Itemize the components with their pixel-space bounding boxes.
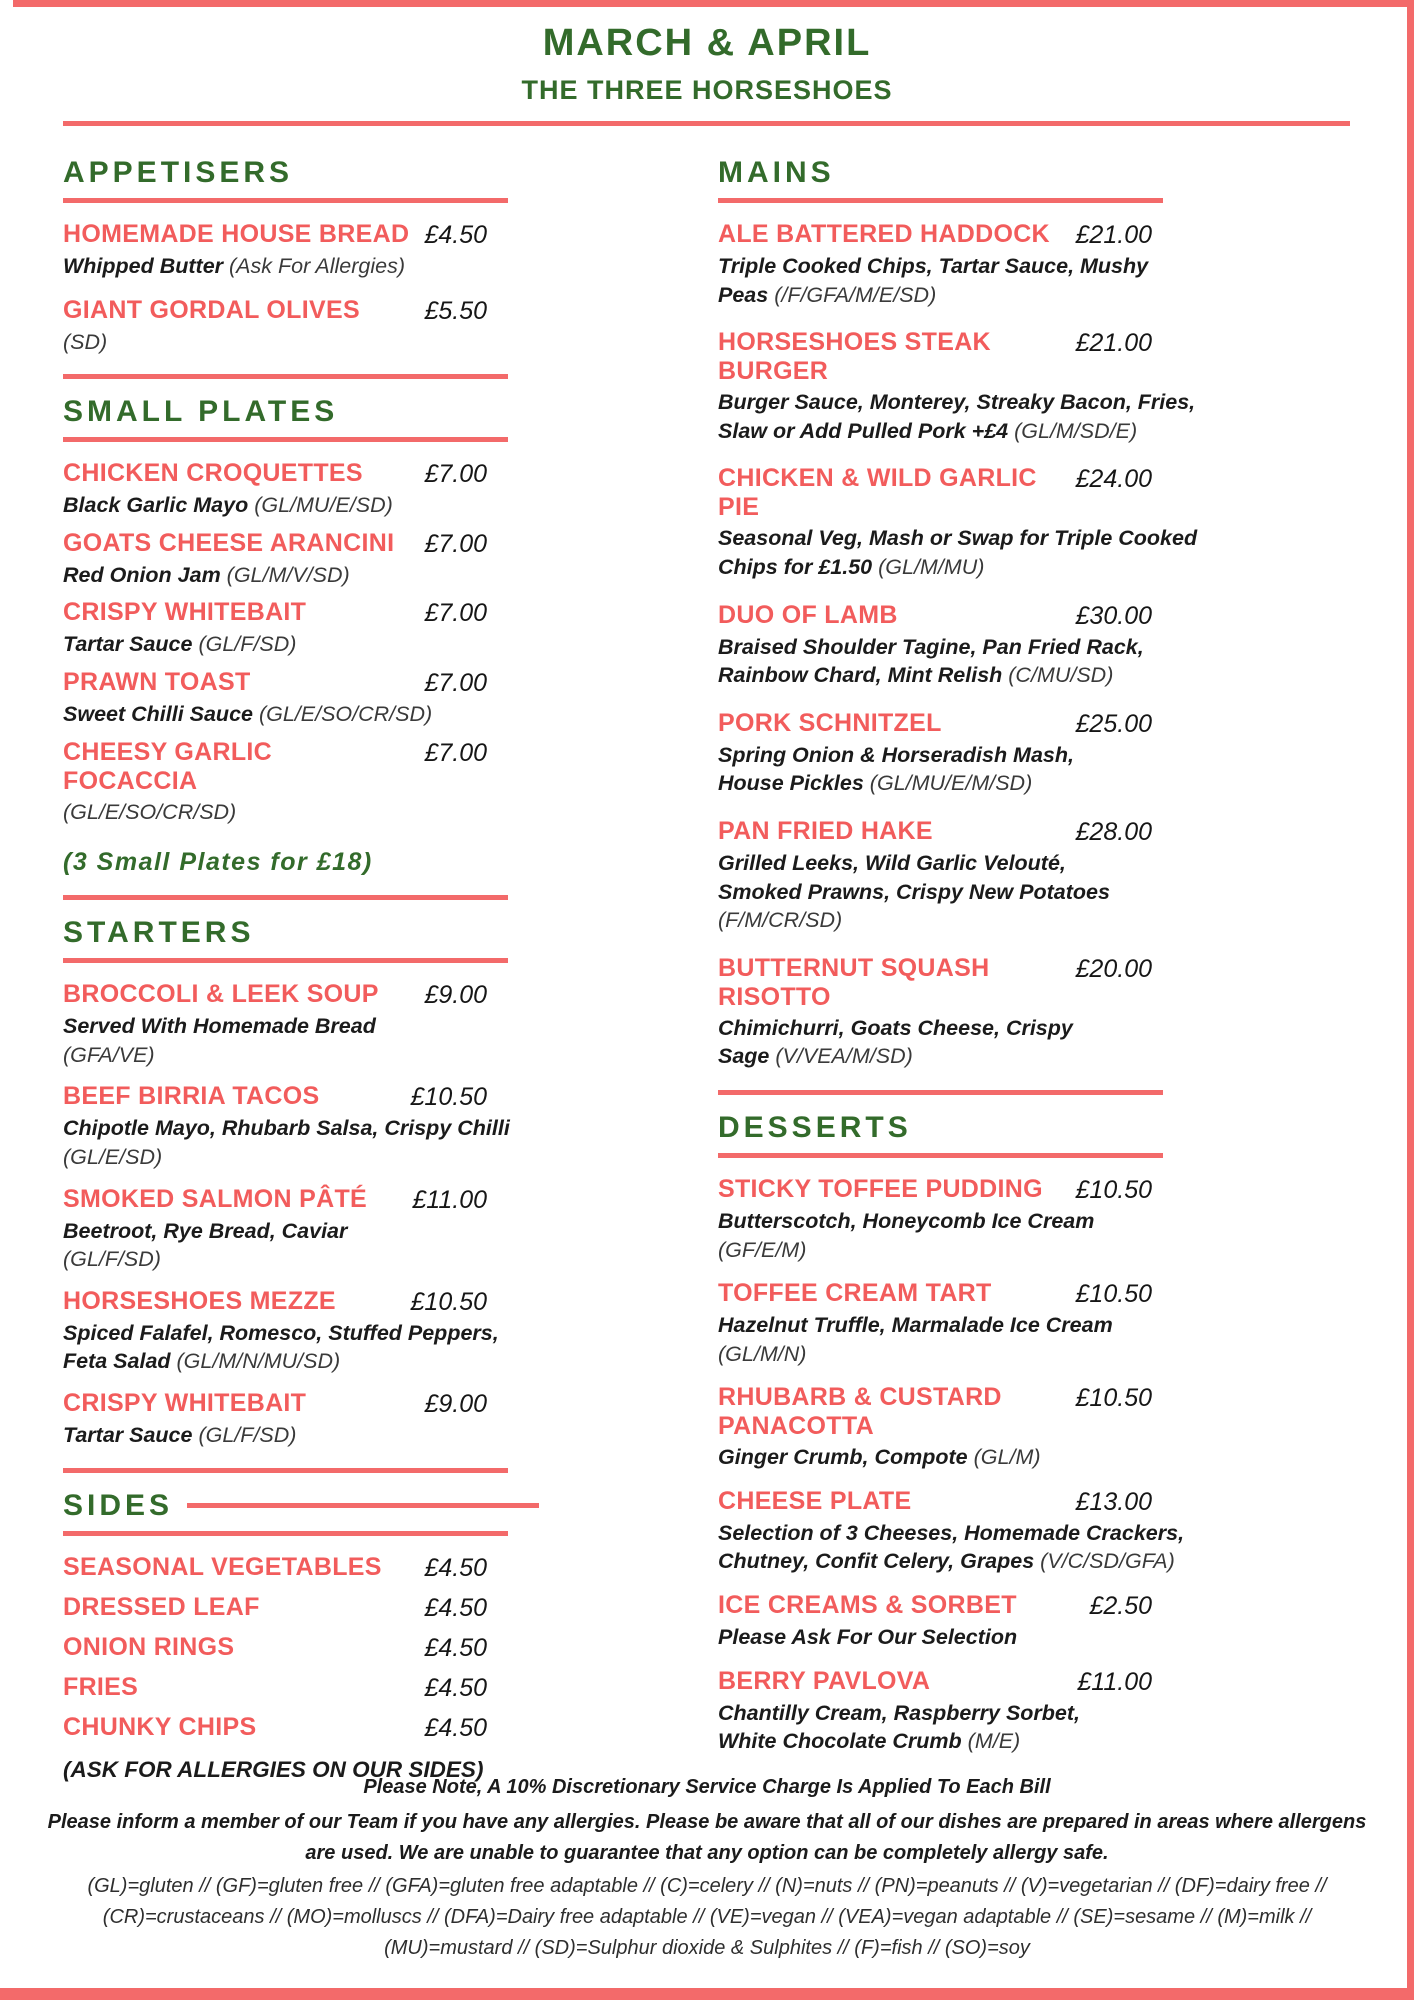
- menu-item-header: [718, 1279, 1152, 1309]
- menu-item: [63, 1673, 623, 1703]
- menu-item: [63, 738, 623, 827]
- item-name: GIANT GORDAL OLIVES: [63, 295, 360, 324]
- item-price: £24.00: [1075, 465, 1152, 494]
- item-description: [718, 1311, 1348, 1368]
- menu-item-header: [718, 220, 1152, 250]
- item-allergens: (GL/M/SD/E): [1014, 418, 1138, 443]
- item-name: TOFFEE CREAM TART: [718, 1279, 992, 1308]
- item-name: PORK SCHNITZEL: [718, 708, 942, 737]
- section-heading-row: [718, 156, 1194, 189]
- menu-item: [63, 1593, 623, 1623]
- allergy-notice: Please inform a member of our Team if you have any allergies. Please be aware that all of our dishes are prepared in areas where allergens are used. We are unable to guarantee that any option can be completely allergy safe.: [47, 1811, 1367, 1864]
- item-name: BUTTERNUT SQUASH RISOTTO: [718, 953, 990, 1011]
- menu-item-header: [63, 1287, 487, 1317]
- menu-title: MARCH & APRIL: [542, 22, 872, 64]
- item-name: FRIES: [63, 1672, 139, 1701]
- item-name: BROCCOLI & LEEK SOUP: [63, 980, 379, 1009]
- item-garnish: Black Garlic Mayo: [63, 493, 255, 518]
- item-description: [718, 252, 1348, 309]
- menu-item: [63, 1287, 623, 1376]
- menu-item: [63, 459, 623, 520]
- item-garnish: Please Ask For Our Selection: [718, 1625, 1018, 1650]
- item-description: [718, 849, 1348, 935]
- item-name: GOATS CHEESE ARANCINI: [63, 528, 395, 557]
- item-price: £21.00: [1075, 221, 1152, 249]
- menu-item-header: [718, 1175, 1152, 1205]
- item-price: £10.50: [410, 1287, 487, 1316]
- menu-item-header: [718, 709, 1152, 739]
- item-description: [63, 1217, 623, 1274]
- menu-item: [718, 1667, 1348, 1756]
- item-garnish: Seasonal Veg, Mash or Swap for Triple Cooked: [718, 526, 1198, 551]
- section-heading-row: [63, 395, 539, 428]
- item-allergens: (V/VEA/M/SD): [775, 1044, 913, 1069]
- page-border-right: [1407, 0, 1414, 2000]
- item-garnish: Chimichurri, Goats Cheese, Crispy: [718, 1015, 1073, 1040]
- item-garnish: Selection of 3 Cheeses, Homemade Crackers,: [718, 1520, 1185, 1545]
- menu-item: [63, 598, 623, 659]
- heading-underline: [718, 1153, 1163, 1158]
- menu-column-right: [718, 156, 1348, 1774]
- menu-item: [718, 1279, 1348, 1368]
- menu-item: [63, 980, 623, 1069]
- menu-item: [63, 296, 623, 357]
- menu-item: [63, 1633, 623, 1663]
- menu-item-header: [63, 1633, 487, 1663]
- section-heading-row: [63, 916, 539, 949]
- item-price: £4.50: [424, 221, 487, 249]
- item-name: ONION RINGS: [63, 1632, 235, 1661]
- item-name: PRAWN TOAST: [63, 667, 251, 696]
- item-garnish: Chips for £1.50: [718, 554, 879, 579]
- item-price: £4.50: [424, 1593, 487, 1622]
- item-allergens: (Ask For Allergies): [229, 254, 406, 278]
- item-allergens: (GL/F/SD): [63, 1247, 161, 1272]
- page-border-top: [13, 0, 1414, 7]
- menu-item-header: [63, 980, 487, 1010]
- menu-item: [63, 1082, 623, 1171]
- item-name: BERRY PAVLOVA: [718, 1666, 931, 1695]
- menu-item: [718, 1591, 1348, 1652]
- item-garnish: Sage: [718, 1044, 776, 1069]
- item-allergens: (GL/M): [973, 1445, 1041, 1470]
- menu-item: [63, 1389, 623, 1450]
- item-garnish: Tartar Sauce: [63, 1422, 199, 1447]
- item-allergens: (GL/M/V/SD): [226, 562, 350, 587]
- item-price: £30.00: [1075, 601, 1152, 630]
- item-garnish: White Chocolate Crumb: [718, 1729, 968, 1754]
- item-price: £25.00: [1075, 709, 1152, 738]
- item-garnish: Beetroot, Rye Bread, Caviar: [63, 1218, 348, 1243]
- menu-column-left: [63, 156, 623, 1801]
- item-garnish: Sweet Chilli Sauce: [63, 701, 259, 726]
- item-garnish: Braised Shoulder Tagine, Pan Fried Rack,: [718, 634, 1144, 659]
- item-description: [718, 741, 1348, 798]
- item-allergens: (GF/E/M): [718, 1237, 807, 1262]
- item-allergens: (F/M/CR/SD): [718, 908, 843, 933]
- item-name: CHUNKY CHIPS: [63, 1712, 257, 1741]
- item-description: [63, 328, 623, 357]
- item-name: STICKY TOFFEE PUDDING: [718, 1174, 1043, 1203]
- menu-item-header: [718, 1383, 1152, 1441]
- item-price: £4.50: [424, 1633, 487, 1662]
- item-allergens: (V/C/SD/GFA): [1040, 1549, 1175, 1574]
- menu-item: [63, 529, 623, 590]
- item-description: [718, 1699, 1348, 1756]
- menu-header: [0, 0, 1414, 106]
- item-allergens: (GL/E/SO/CR/SD): [258, 701, 433, 726]
- item-allergens: (GL/M/MU): [878, 554, 985, 579]
- heading-underline: [63, 198, 508, 203]
- item-price: £2.50: [1089, 1592, 1152, 1621]
- menu-item-header: [63, 296, 487, 326]
- item-allergens: (GL/M/N): [718, 1341, 807, 1366]
- item-description: [63, 1421, 623, 1450]
- menu-item-header: [63, 1593, 487, 1623]
- item-name: DUO OF LAMB: [718, 600, 898, 629]
- item-garnish: Chantilly Cream, Raspberry Sorbet,: [718, 1700, 1081, 1725]
- heading-underline: [63, 958, 508, 963]
- item-garnish: Burger Sauce, Monterey, Streaky Bacon, Fries,: [718, 390, 1196, 415]
- item-name: CHICKEN CROQUETTES: [63, 459, 363, 488]
- item-description: [63, 798, 623, 827]
- menu-item-header: [63, 1713, 487, 1743]
- item-price: £7.00: [424, 668, 487, 697]
- item-price: £10.50: [1075, 1175, 1152, 1204]
- item-description: [718, 1207, 1348, 1264]
- item-price: £4.50: [424, 1553, 487, 1582]
- item-garnish: Hazelnut Truffle, Marmalade Ice Cream: [718, 1313, 1113, 1338]
- item-price: £21.00: [1075, 329, 1152, 358]
- item-garnish: Chipotle Mayo, Rhubarb Salsa, Crispy Chilli: [63, 1116, 510, 1141]
- menu-item-header: [63, 598, 487, 628]
- item-garnish: Spring Onion & Horseradish Mash,: [718, 742, 1074, 767]
- item-description: [63, 700, 623, 729]
- item-garnish: Feta Salad: [63, 1349, 177, 1374]
- menu-section-starters: [63, 895, 623, 1449]
- item-name: PAN FRIED HAKE: [718, 816, 933, 845]
- page-border-bottom: [0, 1988, 1414, 2000]
- section-divider-line: [63, 1468, 508, 1473]
- menu-item-header: [63, 1185, 487, 1215]
- item-price: £13.00: [1075, 1487, 1152, 1516]
- header-divider: [63, 121, 1350, 126]
- item-description: [718, 1623, 1348, 1652]
- menu-item-header: [718, 1591, 1152, 1621]
- item-price: £7.00: [424, 738, 487, 767]
- item-price: £9.00: [424, 1389, 487, 1418]
- menu-item: [63, 1553, 623, 1583]
- menu-item: [718, 817, 1348, 935]
- item-name: CRISPY WHITEBAIT: [63, 598, 307, 627]
- section-heading: MAINS: [718, 156, 835, 189]
- item-description: [63, 1114, 623, 1171]
- item-garnish: Whipped Butter: [63, 254, 230, 278]
- item-allergens: (GL/F/SD): [198, 1422, 297, 1447]
- item-garnish: Grilled Leeks, Wild Garlic Velouté,: [718, 850, 1066, 875]
- item-description: [718, 633, 1348, 690]
- menu-item-header: [63, 668, 487, 698]
- menu-item-header: [718, 464, 1152, 522]
- item-description: [718, 388, 1348, 445]
- menu-section-desserts: [718, 1090, 1348, 1756]
- item-price: £10.50: [410, 1083, 487, 1112]
- section-heading-row: [63, 1489, 539, 1522]
- menu-item: [718, 220, 1348, 309]
- item-name: SEASONAL VEGETABLES: [63, 1552, 382, 1581]
- item-garnish: Served With Homemade Bread: [63, 1014, 376, 1039]
- item-price: £7.00: [424, 529, 487, 558]
- item-description: [63, 491, 623, 520]
- item-name: ALE BATTERED HADDOCK: [718, 220, 1050, 248]
- item-name: CHEESY GARLIC FOCACCIA: [63, 737, 273, 795]
- item-name: BEEF BIRRIA TACOS: [63, 1082, 320, 1111]
- section-heading: SMALL PLATES: [63, 395, 339, 429]
- item-allergens: (GL/E/SD): [63, 1144, 163, 1169]
- section-note: (3 Small Plates for £18): [63, 848, 373, 877]
- item-name: RHUBARB & CUSTARD PANACOTTA: [718, 1383, 1002, 1441]
- item-garnish: Spiced Falafel, Romesco, Stuffed Peppers,: [63, 1320, 499, 1345]
- item-allergens: (GL/M/N/MU/SD): [176, 1349, 341, 1374]
- section-heading-row: [718, 1111, 1194, 1144]
- item-price: £11.00: [412, 1185, 487, 1214]
- item-garnish: Ginger Crumb, Compote: [718, 1445, 974, 1470]
- menu-section-mains: [718, 156, 1348, 1071]
- menu-item: [718, 1487, 1348, 1576]
- restaurant-name: THE THREE HORSESHOES: [521, 75, 893, 105]
- item-description: [718, 524, 1348, 581]
- section-divider-line: [63, 895, 508, 900]
- menu-section-small-plates: [63, 374, 623, 877]
- menu-item: [718, 601, 1348, 690]
- item-price: £10.50: [1075, 1384, 1152, 1413]
- menu-item-header: [718, 328, 1152, 386]
- item-allergens: (GFA/VE): [63, 1042, 155, 1067]
- item-name: CHICKEN & WILD GARLIC PIE: [718, 464, 1037, 522]
- menu-item-header: [63, 459, 487, 489]
- item-garnish: House Pickles: [718, 771, 870, 796]
- menu-item-header: [63, 1389, 487, 1419]
- service-charge-note: Please Note, A 10% Discretionary Service Charge Is Applied To Each Bill: [363, 1776, 1051, 1798]
- item-description: [63, 1012, 623, 1069]
- menu-section-appetisers: [63, 156, 623, 356]
- section-note: (ASK FOR ALLERGIES ON OUR SIDES): [63, 1756, 484, 1782]
- item-garnish: Smoked Prawns, Crispy New Potatoes: [718, 879, 1110, 904]
- item-allergens: (C/MU/SD): [1008, 663, 1114, 688]
- section-divider-line: [718, 1090, 1163, 1095]
- menu-item: [63, 1185, 623, 1274]
- item-garnish: Peas: [718, 282, 775, 307]
- menu-item-header: [63, 1673, 487, 1703]
- menu-item: [63, 668, 623, 729]
- item-price: £4.50: [424, 1713, 487, 1742]
- item-name: SMOKED SALMON PÂTÉ: [63, 1184, 368, 1213]
- menu-item-header: [718, 1487, 1152, 1517]
- menu-item: [63, 1713, 623, 1743]
- item-description: [63, 252, 623, 281]
- item-description: [718, 1014, 1348, 1071]
- item-name: CRISPY WHITEBAIT: [63, 1388, 307, 1417]
- item-price: £9.00: [424, 981, 487, 1010]
- menu-item: [718, 464, 1348, 581]
- item-allergens: (GL/F/SD): [198, 632, 297, 657]
- item-price: £7.00: [424, 599, 487, 628]
- item-garnish: Tartar Sauce: [63, 632, 199, 657]
- allergen-key: (GL)=gluten // (GF)=gluten free // (GFA)=gluten free adaptable // (C)=celery // (N)=nuts // (PN)=peanuts // (V)=vegetarian // (DF)=dairy free // (CR)=crustaceans // (MO)=molluscs // (DFA)=Dairy free adaptable // (VE)=vegan // (VEA)=vegan adaptable // (SE)=sesame // (M)=milk // (MU)=mustard // (SD)=Sulphur dioxide & Sulphites // (F)=fish // (SO)=soy: [87, 1875, 1327, 1959]
- item-price: £7.00: [424, 460, 487, 489]
- item-allergens: (/F/GFA/M/E/SD): [774, 282, 937, 307]
- item-garnish: Butterscotch, Honeycomb Ice Cream: [718, 1208, 1095, 1233]
- item-allergens: (GL/MU/E/SD): [254, 493, 393, 518]
- menu-item-header: [718, 954, 1152, 1012]
- item-name: HOMEMADE HOUSE BREAD: [63, 220, 410, 248]
- item-garnish: Rainbow Chard, Mint Relish: [718, 663, 1009, 688]
- section-divider-line: [63, 374, 508, 379]
- section-heading: DESSERTS: [718, 1110, 912, 1144]
- section-heading: SIDES: [63, 1488, 174, 1522]
- item-allergens: (SD): [63, 329, 108, 354]
- menu-item-header: [718, 817, 1152, 847]
- item-name: ICE CREAMS & SORBET: [718, 1591, 1017, 1620]
- menu-section-sides: [63, 1468, 623, 1783]
- item-name: HORSESHOES MEZZE: [63, 1286, 336, 1315]
- item-garnish: Chutney, Confit Celery, Grapes: [718, 1549, 1041, 1574]
- menu-item-header: [63, 1553, 487, 1583]
- menu-item-header: [718, 601, 1152, 631]
- item-price: £10.50: [1075, 1280, 1152, 1309]
- item-allergens: (M/E): [967, 1729, 1021, 1754]
- footer: [0, 1772, 1414, 1964]
- item-description: [718, 1443, 1348, 1472]
- menu-item: [718, 709, 1348, 798]
- item-price: £20.00: [1075, 954, 1152, 983]
- heading-underline: [718, 198, 1163, 203]
- item-allergens: (GL/E/SO/CR/SD): [63, 799, 237, 824]
- menu-item-header: [63, 738, 487, 796]
- menu-item-header: [63, 1082, 487, 1112]
- item-price: £11.00: [1077, 1667, 1152, 1696]
- heading-underline: [63, 1531, 508, 1536]
- item-description: [63, 1319, 623, 1376]
- menu-item: [718, 328, 1348, 445]
- menu-item-header: [718, 1667, 1152, 1697]
- heading-tail-line: [187, 1503, 539, 1508]
- item-garnish: Red Onion Jam: [63, 562, 227, 587]
- menu-item-header: [63, 220, 487, 250]
- item-allergens: (GL/MU/E/M/SD): [869, 771, 1033, 796]
- section-heading-row: [63, 156, 539, 189]
- item-name: HORSESHOES STEAK BURGER: [718, 328, 991, 386]
- item-description: [63, 630, 623, 659]
- menu-item-header: [63, 529, 487, 559]
- menu-item: [718, 1175, 1348, 1264]
- menu-columns: [0, 156, 1414, 1801]
- menu-item: [718, 954, 1348, 1071]
- item-garnish: Slaw or Add Pulled Pork +£4: [718, 418, 1015, 443]
- item-name: DRESSED LEAF: [63, 1592, 260, 1621]
- menu-item: [718, 1383, 1348, 1472]
- item-description: [63, 561, 623, 590]
- heading-underline: [63, 437, 508, 442]
- item-garnish: Triple Cooked Chips, Tartar Sauce, Mushy: [718, 254, 1149, 278]
- section-heading: APPETISERS: [63, 156, 294, 189]
- menu-item: [63, 220, 623, 281]
- item-price: £4.50: [424, 1673, 487, 1702]
- item-price: £5.50: [424, 296, 487, 325]
- item-description: [718, 1519, 1348, 1576]
- section-heading: STARTERS: [63, 916, 255, 950]
- item-name: CHEESE PLATE: [718, 1486, 912, 1515]
- item-price: £28.00: [1075, 817, 1152, 846]
